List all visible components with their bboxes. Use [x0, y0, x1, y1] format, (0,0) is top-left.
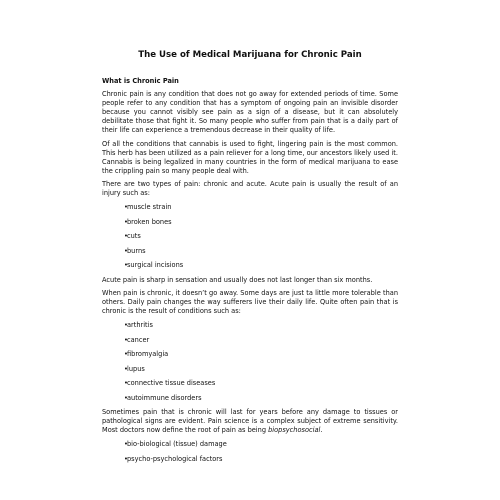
paragraph-chronic-pain: When pain is chronic, it doesn’t go away. Some days are just ta little more tolerable than others. Daily pain changes the way sufferers live their daily life. Quite often pain that is chronic is the result of conditions such as:: [102, 289, 398, 315]
acute-pain-list: [102, 203, 398, 270]
paragraph-end-punctuation: .: [320, 426, 323, 434]
list-item: [124, 336, 398, 345]
bullet-marker: •: [124, 217, 128, 226]
list-item-text: arthritis: [127, 321, 153, 329]
paragraph-cannabis-use: Of all the conditions that cannabis is used to fight, lingering pain is the most common. This herb has been utilized as a pain reliever for a long time, our ancestors likely used it. Cannabis is being legalized in many countries in the form of medical marijuana to ease the crippling pain so many people deal with.: [102, 139, 398, 175]
bullet-marker: •: [124, 335, 128, 344]
list-item: [124, 203, 398, 212]
bullet-marker: •: [124, 364, 128, 373]
list-item: [124, 440, 398, 449]
section-heading: What is Chronic Pain: [102, 77, 179, 85]
paragraph-acute-pain: Acute pain is sharp in sensation and usually does not last longer than six months.: [102, 275, 373, 284]
list-item: [124, 247, 398, 256]
bullet-marker: •: [124, 261, 128, 269]
bullet-marker: •: [124, 350, 128, 358]
list-item: [124, 455, 398, 464]
list-item: [124, 365, 398, 374]
bullet-marker: •: [124, 232, 128, 240]
biopsychosocial-term: biopsychosocial: [268, 426, 321, 434]
list-item: [124, 261, 398, 270]
list-item: [124, 321, 398, 330]
bullet-marker: •: [124, 440, 128, 448]
chronic-conditions-list: [102, 321, 398, 403]
list-item: [124, 379, 398, 388]
list-item-text: broken bones: [127, 217, 172, 226]
list-item-text: muscle strain: [127, 203, 172, 211]
bullet-marker: •: [124, 393, 128, 402]
bullet-marker: •: [124, 203, 128, 211]
list-item-text: connective tissue diseases: [127, 379, 216, 387]
list-item: [124, 218, 398, 227]
paragraph-pain-science: [102, 408, 398, 435]
list-item: [124, 394, 398, 403]
list-item-text: fibromyalgia: [127, 350, 169, 358]
bullet-marker: •: [124, 379, 128, 387]
list-item-text: cuts: [127, 232, 141, 240]
paragraph-types-of-pain: There are two types of pain: chronic and acute. Acute pain is usually the result of an injury such as:: [102, 180, 398, 197]
paragraph-pain-science-text: Sometimes pain that is chronic will last for years before any damage to tissues or pathological signs are evident. Pain science is a complex subject of extreme sensitivity. Most doctors now define the root of pain as being: [102, 408, 398, 434]
paragraph-chronic-pain-definition: Chronic pain is any condition that does not go away for extended periods of time. Some people refer to any condition that has a symptom of ongoing pain an invisible disorder because you cannot visibly see pain as a sign of a disease, but it can absolutely debilitate those that fight it. So many people who suffer from pain that is a daily part of their life can experience a tremendous decrease in their quality of life.: [102, 90, 398, 134]
list-item-text: bio-biological (tissue) damage: [127, 440, 227, 448]
list-item: [124, 350, 398, 359]
document-title: The Use of Medical Marijuana for Chronic Pain: [138, 50, 362, 60]
list-item-text: surgical incisions: [127, 261, 184, 269]
bullet-marker: •: [124, 454, 128, 463]
list-item-text: psycho-psychological factors: [127, 454, 223, 463]
bullet-marker: •: [124, 321, 128, 329]
pain-factors-list: [102, 440, 398, 464]
list-item-text: lupus: [127, 364, 145, 373]
bullet-marker: •: [124, 246, 128, 255]
list-item-text: burns: [127, 246, 146, 255]
list-item-text: cancer: [127, 335, 150, 344]
list-item-text: autoimmune disorders: [127, 393, 202, 402]
list-item: [124, 232, 398, 241]
